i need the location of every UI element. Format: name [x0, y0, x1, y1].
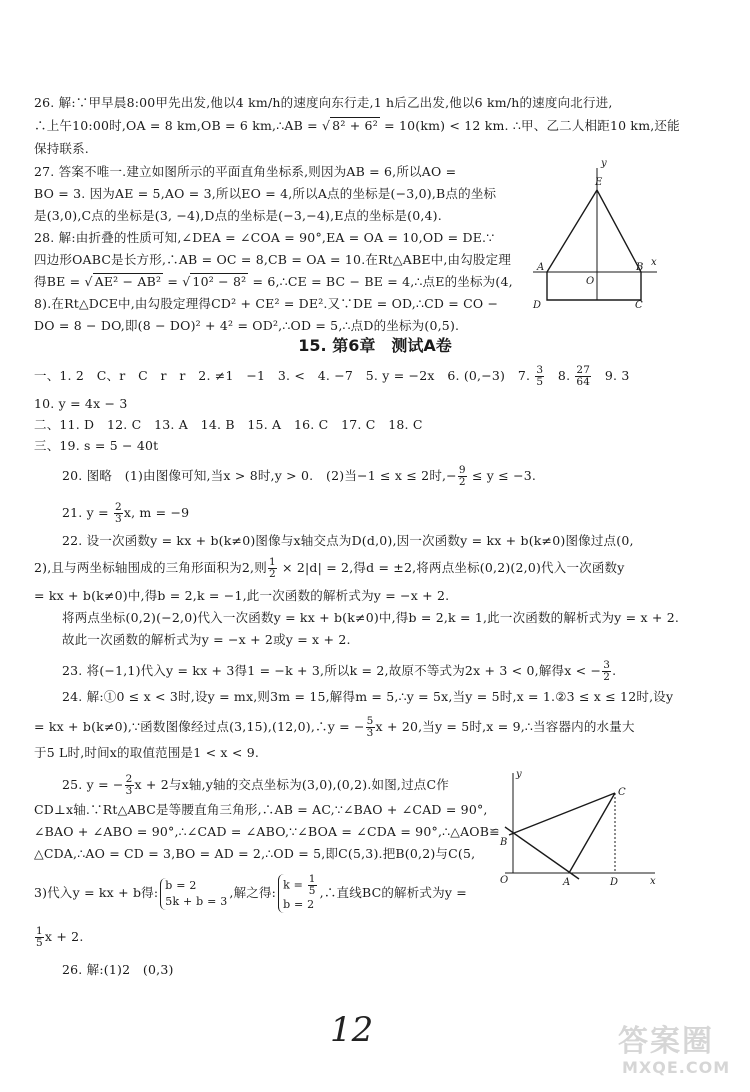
p22-line5: 故此一次函数的解析式为y = −x + 2或y = x + 2.	[62, 632, 351, 647]
p20-text: 20. 图略 (1)由图像可知,当x > 8时,y > 0. (2)当−1 ≤ x ≤ 2时,−	[62, 468, 457, 483]
sqrt-symbol: √	[182, 274, 191, 289]
p28-line2: 四边形OABC是长方形,∴AB = OC = 8,CB = OA = 10.在Rt△ABE中,由勾股定理	[34, 252, 512, 267]
page-number: 12	[330, 1010, 374, 1050]
fig2-label-y: y	[516, 769, 522, 780]
p28-text: 得BE =	[34, 274, 85, 289]
section2-answers: 二、11. D 12. C 13. A 14. B 15. A 16. C 17. C 18. C	[34, 417, 423, 432]
fig2-label-O: O	[500, 875, 509, 886]
fig2-label-C: C	[618, 787, 626, 798]
p26-text: ∴上午10:00时,OA = 8 km,OB = 6 km,∴AB =	[34, 118, 322, 133]
p28-sqrt2: 10² − 8²	[192, 274, 247, 289]
p28-line1: 28. 解:由折叠的性质可知,∠DEA = ∠COA = 90°,EA = OA = 10,OD = DE.∵	[34, 230, 495, 245]
fraction: $\frac{5}{3}$	[366, 715, 374, 739]
p26-text2: = 10(km) < 12 km. ∴甲、乙二人相距10 km,还能	[379, 118, 680, 133]
answer-10: 10. y = 4x − 3	[34, 396, 128, 411]
p25-line2: CD⊥x轴.∵Rt△ABC是等腰直角三角形,∴AB = AC,∵∠BAO + ∠CAD = 90°,	[34, 802, 488, 817]
p26-line3: 保持联系.	[34, 141, 89, 156]
coordinate-figure-2	[495, 765, 665, 890]
p25-line6	[34, 926, 84, 949]
sqrt-symbol: √	[322, 118, 331, 133]
p24-line2	[34, 716, 635, 739]
answer-20	[62, 465, 536, 488]
p21-text2: x, m = −9	[123, 505, 190, 520]
fig1-triangle	[547, 190, 644, 273]
fraction: $\frac{1}{5}$	[36, 925, 43, 949]
p22-line4: 将两点坐标(0,2)(−2,0)代入一次函数y = kx + b(k≠0)中,得b = 2,k = 1,此一次函数的解析式为y = x + 2.	[62, 610, 680, 625]
p28-line5: DO = 8 − DO,即(8 − DO)² + 4² = OD²,∴OD = 5,∴点D的坐标为(0,5).	[34, 318, 460, 333]
sqrt-symbol: √	[84, 274, 93, 289]
p25-line3: ∠BAO + ∠ABO = 90°,∴∠CAD = ∠ABO,∵∠BOA = ∠CDA = 90°,∴△AOB≌	[34, 824, 500, 839]
fraction: $\frac{1}{2}$	[268, 556, 276, 580]
p25-line4: △CDA,∴AO = CD = 3,BO = AD = 2,∴OD = 5,即C(5,3).把B(0,2)与C(5,	[34, 846, 476, 861]
fig2-line-ab	[505, 827, 579, 879]
watermark-logo: 答案圈	[618, 1024, 714, 1059]
fig1-label-E: E	[595, 177, 603, 188]
p28-line3	[34, 274, 513, 290]
p26-sqrt: 8² + 6²	[332, 118, 378, 133]
p22-line3: = kx + b(k≠0)中,得b = 2,k = −1,此一次函数的解析式为y = −x + 2.	[34, 588, 450, 603]
fig1-label-C: C	[635, 300, 643, 311]
fig1-label-x: x	[651, 257, 657, 268]
s1-text: 一、1. 2 C、r C r r 2. ≠1 −1 3. < 4. −7 5. y = −2x 6. (0,−3) 7.	[34, 368, 535, 383]
fig1-label-A: A	[537, 262, 545, 273]
fig1-label-D: D	[533, 300, 542, 311]
p28-text2: = 6,∴CE = BC − BE = 4,∴点E的坐标为(4,	[248, 274, 513, 289]
fig2-line-ac	[569, 793, 615, 873]
p28-line4: 8).在Rt△DCE中,由勾股定理得CD² + CE² = DE².又∵DE = OD,∴CD = CO −	[34, 296, 499, 311]
fraction: $\frac{3}{2}$	[603, 659, 611, 683]
fig2-label-A: A	[563, 877, 571, 888]
p28-sqrt1: AE² − AB²	[94, 274, 162, 289]
watermark-url: MXQE.COM	[622, 1058, 731, 1077]
p22-text: 2),且与两坐标轴围成的三角形面积为2,则	[34, 560, 267, 575]
p25-text2: x + 2与x轴,y轴的交点坐标为(3,0),(0,2).如图,过点C作	[134, 777, 449, 792]
p28-eq: =	[163, 274, 183, 289]
p20-text2: ≤ y ≤ −3.	[467, 468, 537, 483]
p27-line2: BO = 3. 因为AE = 5,AO = 3,所以EO = 4,所以A点的坐标是(−3,0),B点的坐标	[34, 186, 497, 201]
p23-text: 23. 将(−1,1)代入y = kx + 3得1 = −k + 3,所以k = 2,故原不等式为2x + 3 < 0,解得x < −	[62, 663, 602, 678]
p24-text: = kx + b(k≠0),∵函数图像经过点(3,15),(12,0),∴y = −	[34, 719, 365, 734]
p27-line3: 是(3,0),C点的坐标是(3, −4),D点的坐标是(−3,−4),E点的坐标是(0,4).	[34, 208, 442, 223]
fraction: $\frac{9}{2}$	[458, 464, 466, 488]
p25-text6: x + 2.	[44, 929, 84, 944]
p22-text2: × 2|d| = 2,得d = ±2,将两点坐标(0,2)(2,0)代入一次函数y	[277, 560, 625, 575]
p25-line1	[62, 774, 449, 797]
equation-system-2: k = $\frac{1}{5}$ b = 2	[278, 874, 318, 913]
p25-text3: 3)代入y = kx + b得:	[34, 885, 159, 900]
fig2-line-bc	[509, 793, 615, 835]
p27-line1: 27. 答案不唯一.建立如图所示的平面直角坐标系,则因为AB = 6,所以AO =	[34, 164, 457, 179]
p22-line2	[34, 557, 625, 580]
section-title: 15. 第6章 测试A卷	[298, 336, 452, 355]
answer-23	[62, 660, 616, 683]
fig1-label-O: O	[586, 276, 595, 287]
p25-text5: ,∴直线BC的解析式为y =	[319, 885, 467, 900]
fraction: $\frac{1}{5}$	[308, 873, 316, 897]
fig2-label-x: x	[650, 876, 656, 887]
p26-line1: 26. 解:∵甲早晨8:00甲先出发,他以4 km/h的速度向东行走,1 h后乙出发,他以6 km/h的速度向北行进,	[34, 95, 613, 110]
answer-21	[62, 502, 189, 525]
fig2-label-D: D	[610, 877, 619, 888]
p22-line1: 22. 设一次函数y = kx + b(k≠0)图像与x轴交点为D(d,0),因一次函数y = kx + b(k≠0)图像过点(0,	[62, 533, 634, 548]
fraction: $\frac{2}{3}$	[125, 773, 133, 797]
p24-text2: x + 20,当y = 5时,x = 9,∴当容器内的水量大	[375, 719, 635, 734]
p23-text2: .	[612, 663, 617, 678]
p26-line2	[34, 118, 680, 134]
p25-text4: ,解之得:	[229, 885, 277, 900]
section3-answer-19: 三、19. s = 5 − 40t	[34, 438, 159, 453]
s1-text2: 8.	[545, 368, 575, 383]
s1-text3: 9. 3	[592, 368, 630, 383]
fraction: $\frac{3}{5}$	[536, 364, 544, 388]
p24-line1: 24. 解:①0 ≤ x < 3时,设y = mx,则3m = 15,解得m = 5,∴y = 5x,当y = 5时,x = 1.②3 ≤ x ≤ 12时,设y	[62, 689, 674, 704]
p25-text: 25. y = −	[62, 777, 124, 792]
p24-line3: 于5 L时,时间x的取值范围是1 < x < 9.	[34, 745, 260, 760]
coordinate-figure-1	[505, 160, 665, 315]
p21-text: 21. y =	[62, 505, 113, 520]
p25-line5	[34, 874, 467, 913]
fig2-label-B: B	[500, 837, 508, 848]
fraction: $\frac{2}{3}$	[114, 501, 122, 525]
fraction: $\frac{27}{64}$	[576, 364, 591, 388]
answer-26: 26. 解:(1)2 (0,3)	[62, 962, 174, 977]
fig1-label-y: y	[601, 160, 607, 169]
fig1-label-B: B	[636, 262, 644, 273]
equation-system-1: b = 2 5k + b = 3	[160, 878, 227, 910]
section1-answers	[34, 365, 630, 388]
